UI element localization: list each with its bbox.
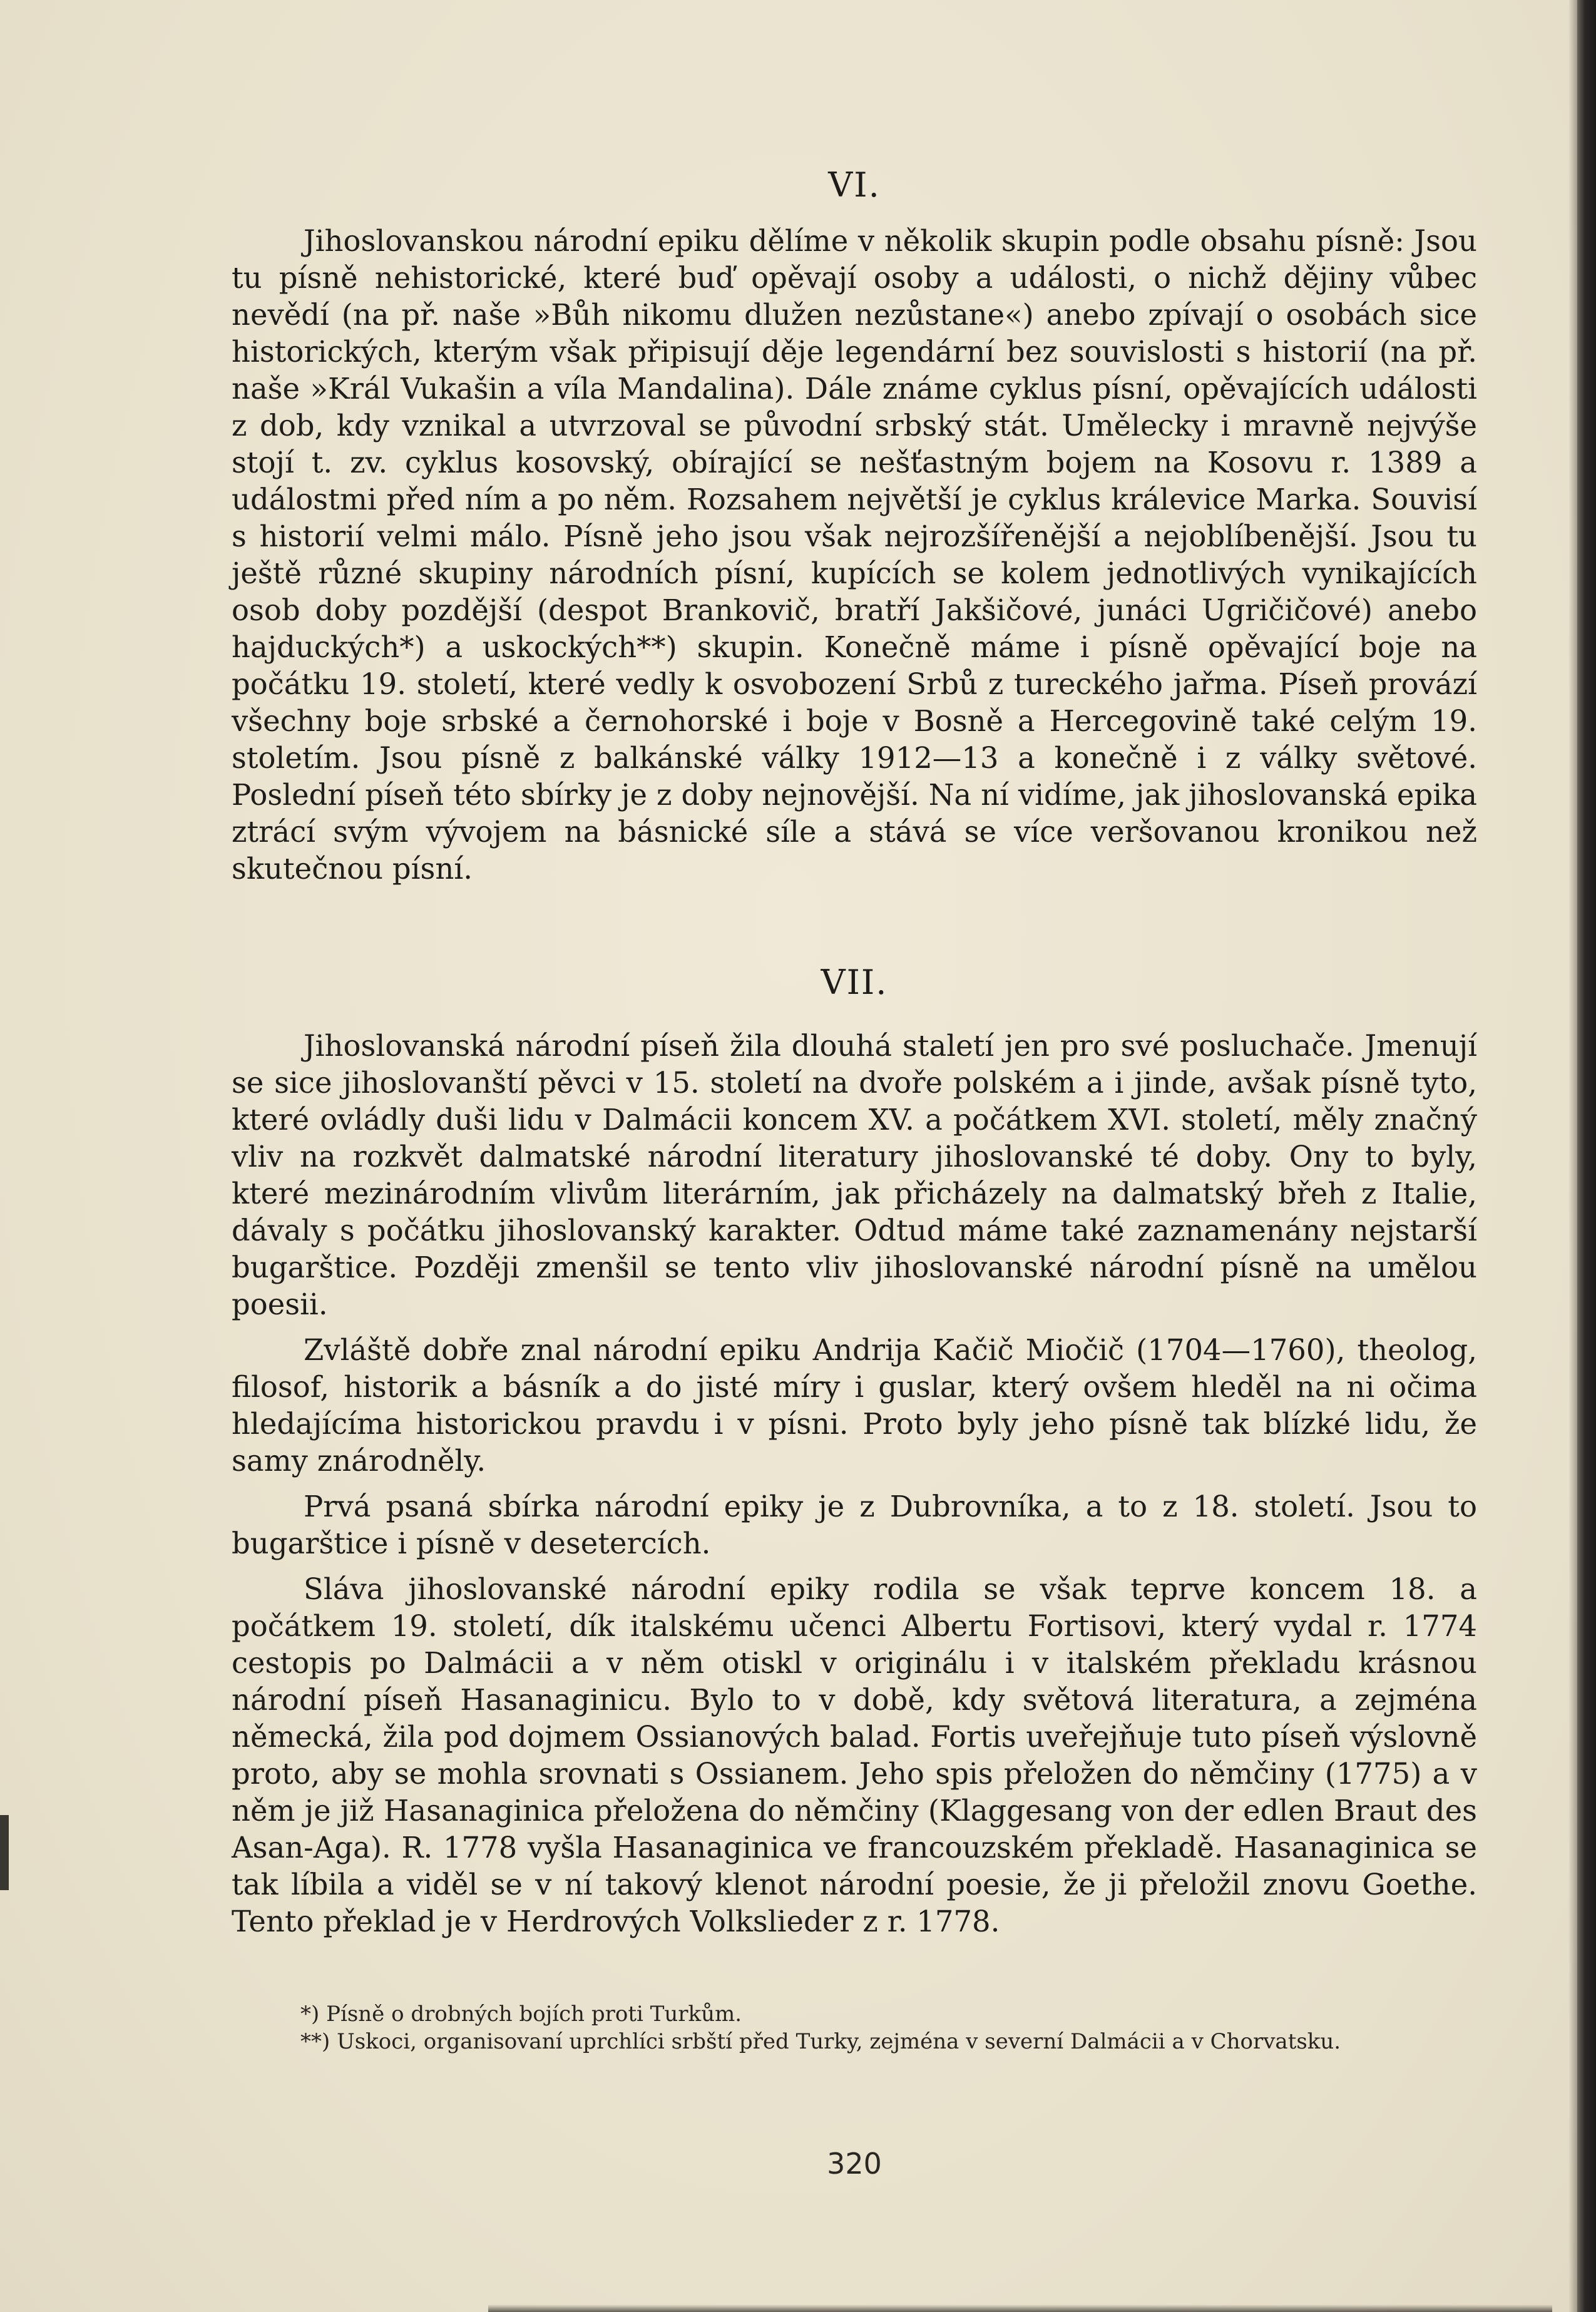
section-vii-paragraph-4: Sláva jihoslovanské národní epiky rodila se však teprve koncem 18. a počátkem 19. století, dík italskému učenci Albertu Fortisovi, který vydal r. 1774 cestopis po Dalmácii a v něm otiskl v originálu i v italském překladu krásnou národní píseň Hasanaginicu. Bylo to v době, kdy světová literatura, a zejména německá, žila pod dojmem Ossianových balad. Fortis uveřejňuje tuto píseň výslovně proto, aby se mohla srovnati s Ossianem. Jeho spis přeložen do němčiny (1775) a v něm je již Hasanaginica přeložena do němčiny (Klaggesang von der edlen Braut des Asan-Aga). R. 1778 vyšla Hasanaginica ve francouzském překladě. Hasanaginica se tak líbila a viděl se v ní takový klenot národní poesie, že ji přeložil znovu Goethe. Tento překlad je v Herdrových Volkslieder z r. 1778.	[232, 1572, 1477, 1938]
section-vii-paragraph-2: Zvláště dobře znal národní epiku Andrija Kačič Miočič (1704—1760), theolog, filosof, historik a básník a do jisté míry i guslar, který ovšem hleděl na ni očima hledajícíma historickou pravdu i v písni. Proto byly jeho písně tak blízké lidu, že samy znárodněly.	[232, 1333, 1477, 1478]
footnote-2: **) Uskoci, organisovaní uprchlíci srbští před Turky, zejména v severní Dalmácii a v Chorvatsku.	[300, 2029, 1341, 2054]
page-edge-mark	[0, 1815, 9, 1890]
binding-shadow	[1568, 0, 1577, 2312]
page-number: 320	[827, 2147, 882, 2181]
section-vii-paragraph-3: Prvá psaná sbírka národní epiky je z Dubrovníka, a to z 18. století. Jsou to bugarštice i písně v desetercích.	[232, 1490, 1477, 1560]
section-vii	[232, 1028, 1477, 1940]
book-binding-edge	[1577, 0, 1596, 2312]
section-vii-paragraph-1: Jihoslovanská národní píseň žila dlouhá staletí jen pro své posluchače. Jmenují se sice jihoslovanští pěvci v 15. století na dvoře polském a i jinde, avšak písně tyto, které ovládly duši lidu v Dalmácii koncem XV. a počátkem XVI. století, měly značný vliv na rozkvět dalmatské národní literatury jihoslovanské té doby. Ony to byly, které mezinárodním vlivům literárním, jak přicházely na dalmatský břeh z Italie, dávaly s počátku jihoslovanský karakter. Odtud máme také zaznamenány nejstarší bugarštice. Později zmenšil se tento vliv jihoslovanské národní písně na umělou poesii.	[232, 1029, 1477, 1321]
section-heading-vii: VII.	[821, 963, 888, 1002]
text-column	[232, 0, 1477, 2312]
section-heading-vi: VI.	[828, 165, 881, 205]
section-vi	[232, 223, 1477, 887]
footnotes	[232, 2000, 1477, 2055]
footnote-1: *) Písně o drobných bojích proti Turkům.	[300, 2002, 742, 2027]
section-vi-paragraph: Jihoslovanskou národní epiku dělíme v několik skupin podle obsahu písně: Jsou tu písně nehistorické, které buď opěvají osoby a události, o nichž dějiny vůbec nevědí (na př. naše »Bůh nikomu dlužen nezůstane«) anebo zpívají o osobách sice historických, kterým však připisují děje legendární bez souvislosti s historií (na př. naše »Král Vukašin a víla Mandalina). Dále známe cyklus písní, opěvajících události z dob, kdy vznikal a utvrzoval se původní srbský stát. Umělecky i mravně nejvýše stojí t. zv. cyklus kosovský, obírající se nešťastným bojem na Kosovu r. 1389 a událostmi před ním a po něm. Rozsahem největší je cyklus králevice Marka. Souvisí s historií velmi málo. Písně jeho jsou však nejrozšířenější a nejoblíbenější. Jsou tu ještě různé skupiny národních písní, kupících se kolem jednotlivých vynikajících osob doby pozdější (despot Brankovič, bratří Jakšičové, junáci Ugričičové) anebo hajduckých*) a uskockých**) skupin. Konečně máme i písně opěvající boje na počátku 19. století, které vedly k osvobození Srbů z tureckého jařma. Píseň provází všechny boje srbské a černohorské i boje v Bosně a Hercegovině také celým 19. stoletím. Jsou písně z balkánské války 1912—13 a konečně i z války světové. Poslední píseň této sbírky je z doby nejnovější. Na ní vidíme, jak jihoslovanská epika ztrácí svým vývojem na básnické síle a stává se více veršovanou kronikou než skutečnou písní.	[232, 224, 1477, 886]
